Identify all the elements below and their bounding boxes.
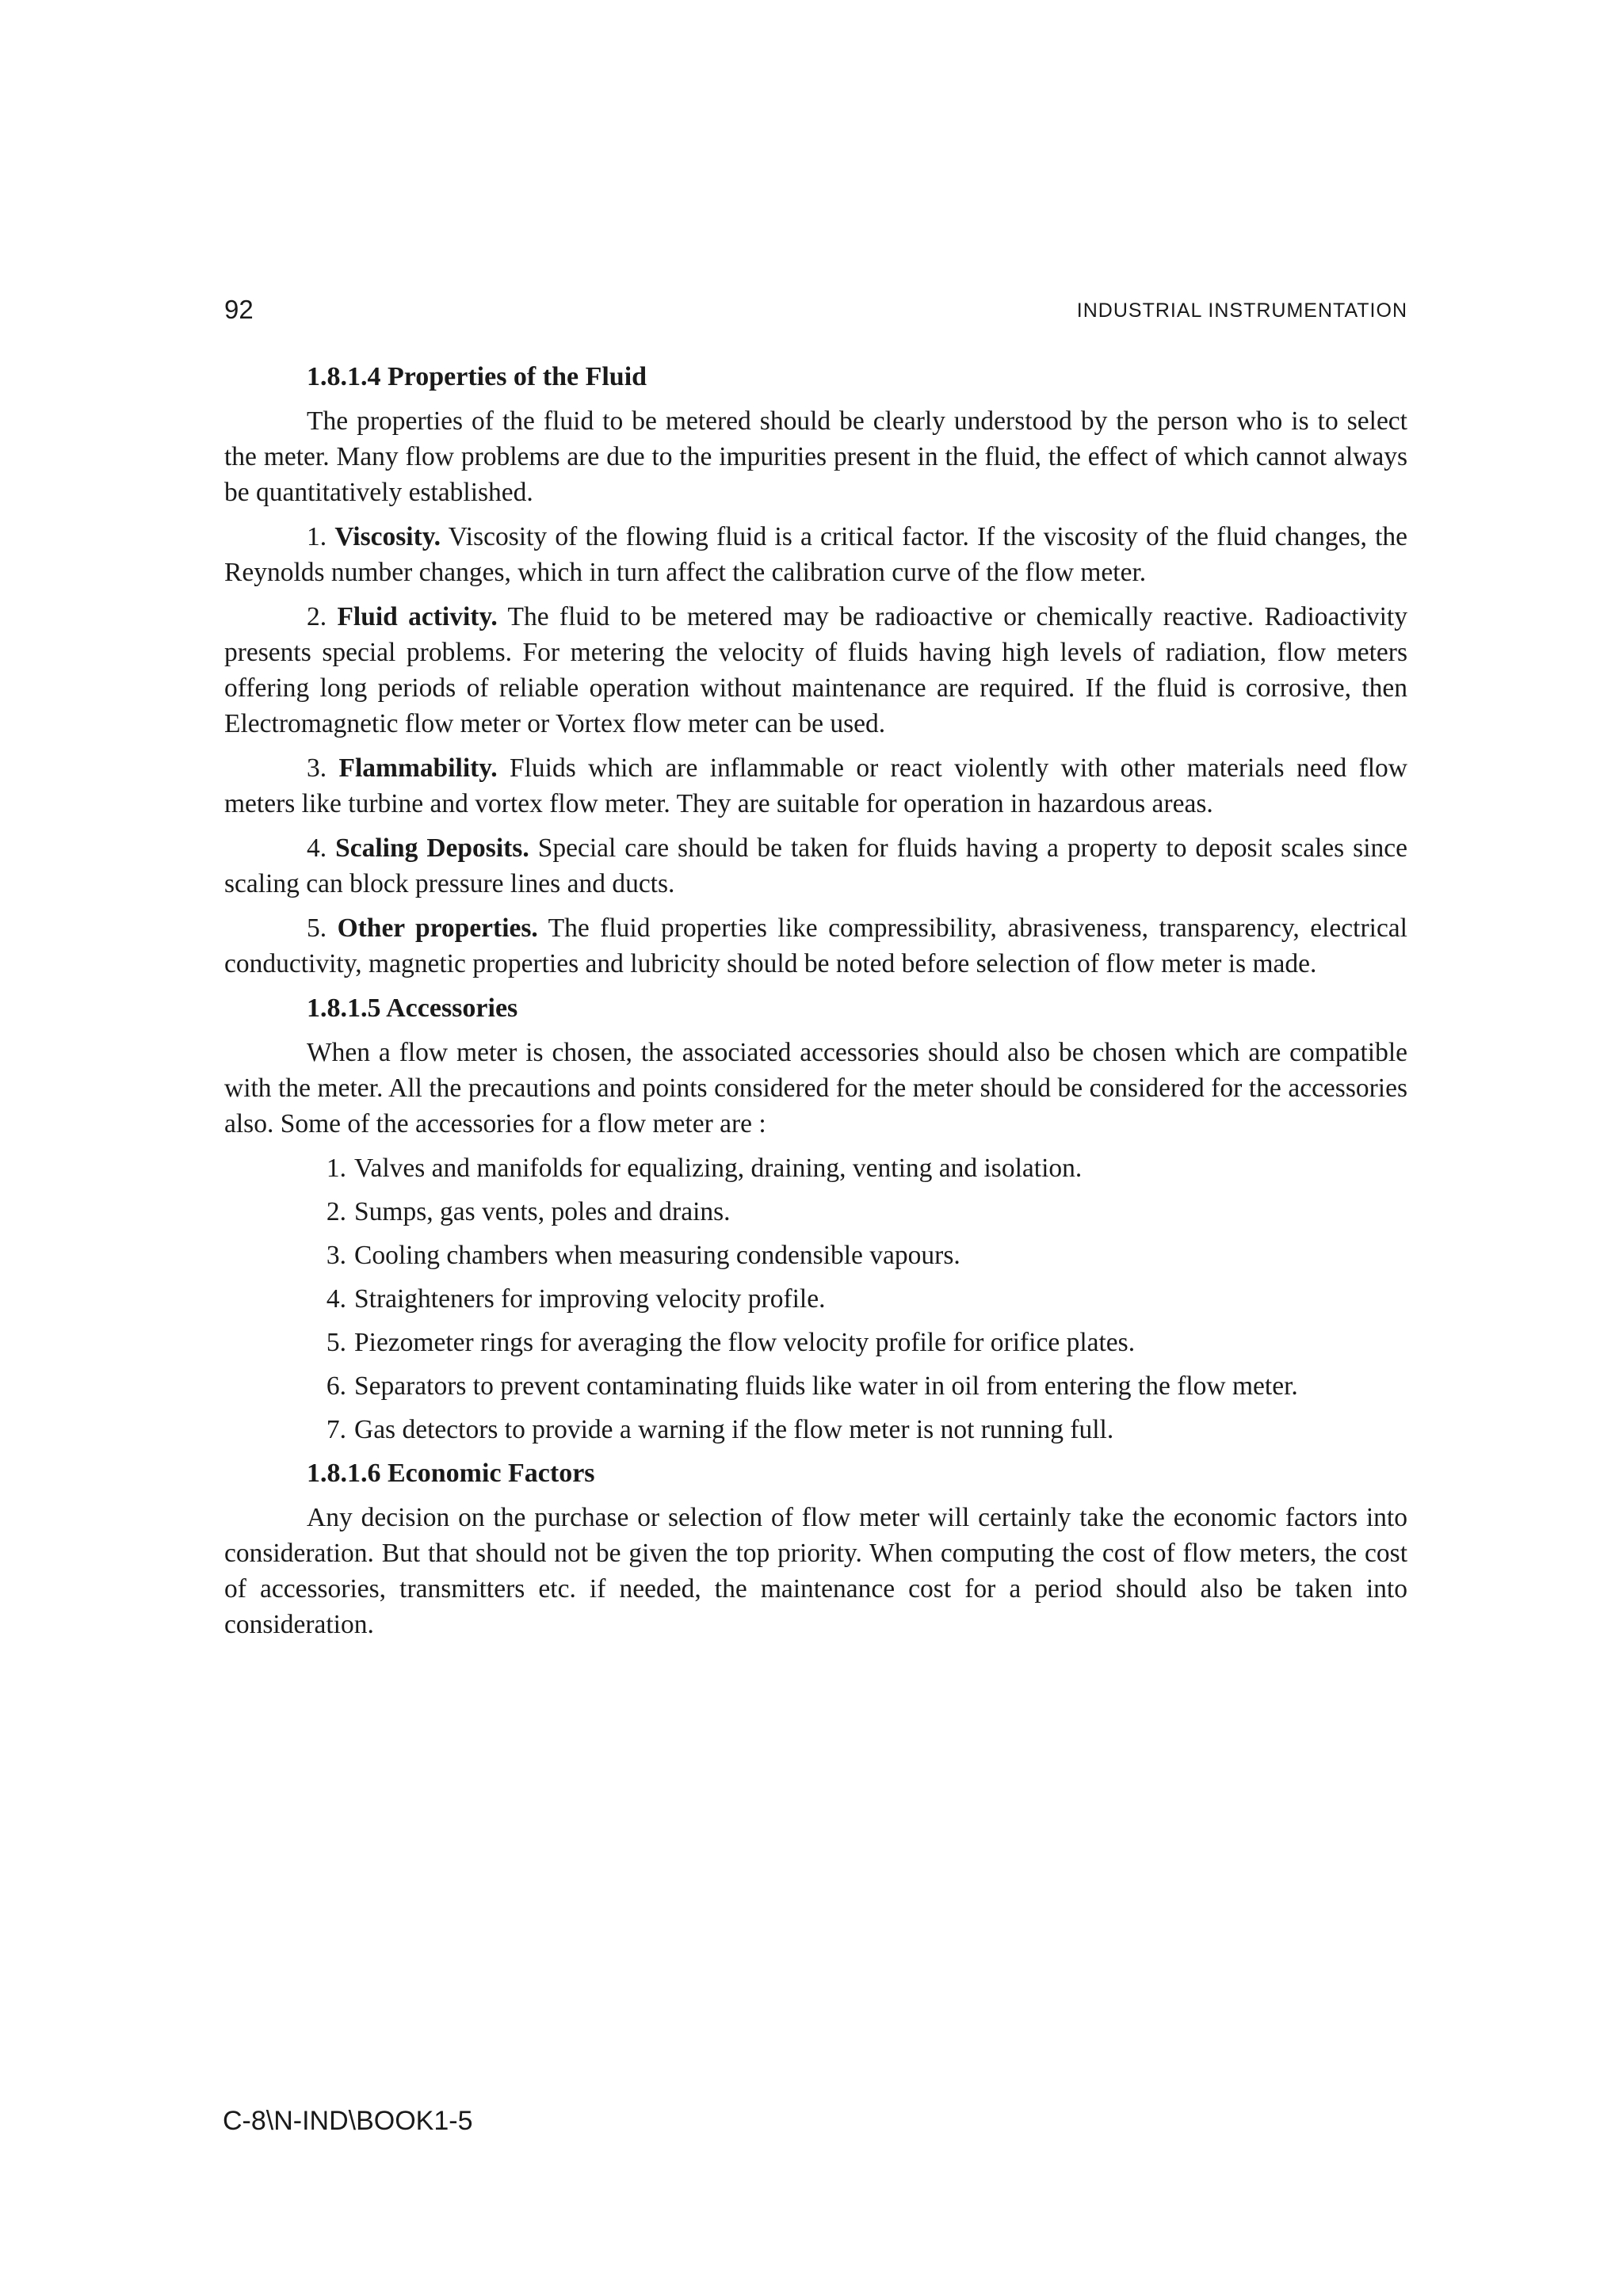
property-term: Fluid activity. xyxy=(337,602,498,631)
property-text: Viscosity of the flowing fluid is a critical factor. If the viscosity of the fluid changes, the Reynolds number changes, which in turn affect the calibration curve of the flow meter. xyxy=(224,522,1408,587)
list-item xyxy=(224,1281,1407,1317)
item-text: Separators to prevent contaminating fluids like water in oil from entering the flow meter. xyxy=(354,1371,1298,1401)
item-text: Cooling chambers when measuring condensible vapours. xyxy=(354,1241,960,1270)
property-text: The fluid properties like compressibility, abrasiveness, transparency, electrical conductivity, magnetic properties and lubricity should be noted before selection of flow meter is made. xyxy=(224,913,1407,978)
item-text: Sumps, gas vents, poles and drains. xyxy=(354,1197,731,1226)
list-item xyxy=(224,1194,1407,1230)
item-text: Valves and manifolds for equalizing, draining, venting and isolation. xyxy=(354,1154,1083,1183)
property-viscosity xyxy=(224,519,1407,590)
item-number: 5. xyxy=(307,913,327,943)
economic-factors-paragraph: Any decision on the purchase or selection of flow meter will certainly take the economic factors into consideration. But that should not be given the top priority. When computing the cost of flow meters, the cost of accessories, transmitters etc. if needed, the maintenance cost for a period should also be taken into consideration. xyxy=(224,1503,1407,1639)
accessories-list xyxy=(224,1150,1407,1447)
property-term: Flammability. xyxy=(338,753,498,783)
list-item xyxy=(224,1238,1407,1273)
list-item xyxy=(224,1325,1407,1360)
property-scaling-deposits xyxy=(224,830,1407,902)
item-number: 4. xyxy=(326,1284,346,1314)
property-term: Viscosity. xyxy=(334,522,441,551)
item-number: 3. xyxy=(307,753,327,783)
section-heading-properties: 1.8.1.4 Properties of the Fluid xyxy=(307,362,647,391)
item-number: 1. xyxy=(326,1154,346,1183)
property-fluid-activity xyxy=(224,599,1407,742)
item-text: Piezometer rings for averaging the flow velocity profile for orifice plates. xyxy=(354,1328,1136,1357)
properties-intro-paragraph: The properties of the fluid to be metered should be clearly understood by the person who is to select the meter. Many flow problems are due to the impurities present in the fluid, the effect of which cannot always be quantitatively established. xyxy=(224,406,1407,507)
item-number: 2. xyxy=(307,602,327,631)
section-heading-accessories: 1.8.1.5 Accessories xyxy=(307,994,518,1023)
property-term: Other properties. xyxy=(337,913,538,943)
item-number: 1. xyxy=(307,522,327,551)
property-text: Special care should be taken for fluids having a property to deposit scales since scaling can block pressure lines and ducts. xyxy=(224,833,1408,898)
item-number: 3. xyxy=(326,1241,346,1270)
property-text: The fluid to be metered may be radioactive or chemically reactive. Radioactivity presents special problems. For metering the velocity of fluids having high levels of radiation, flow meters offering long periods of reliable operation without maintenance are required. If the fluid is corrosive, then Electromagnetic flow meter or Vortex flow meter can be used. xyxy=(224,602,1407,738)
book-title: INDUSTRIAL INSTRUMENTATION xyxy=(1076,299,1407,322)
list-item xyxy=(224,1150,1407,1186)
list-item xyxy=(224,1412,1407,1447)
accessories-intro-paragraph: When a flow meter is chosen, the associated accessories should also be chosen which are compatible with the meter. All the precautions and points considered for the meter should be considered for the accessories also. Some of the accessories for a flow meter are : xyxy=(224,1038,1407,1138)
item-number: 5. xyxy=(326,1328,346,1357)
item-number: 2. xyxy=(326,1197,346,1226)
section-heading-economic-factors: 1.8.1.6 Economic Factors xyxy=(307,1459,595,1488)
running-head xyxy=(224,295,1407,330)
page-number: 92 xyxy=(224,295,254,324)
item-number: 7. xyxy=(326,1415,346,1444)
page-content xyxy=(224,359,1407,1651)
item-text: Straighteners for improving velocity profile. xyxy=(354,1284,826,1314)
footer-code: C-8\N-IND\BOOK1-5 xyxy=(223,2106,473,2136)
item-text: Gas detectors to provide a warning if the flow meter is not running full. xyxy=(354,1415,1114,1444)
item-number: 6. xyxy=(326,1371,346,1401)
list-item xyxy=(224,1368,1407,1404)
property-flammability xyxy=(224,750,1407,822)
property-text: Fluids which are inflammable or react violently with other materials need flow meters like turbine and vortex flow meter. They are suitable for operation in hazardous areas. xyxy=(224,753,1407,818)
property-term: Scaling Deposits. xyxy=(335,833,529,863)
property-other xyxy=(224,910,1407,982)
item-number: 4. xyxy=(307,833,327,863)
